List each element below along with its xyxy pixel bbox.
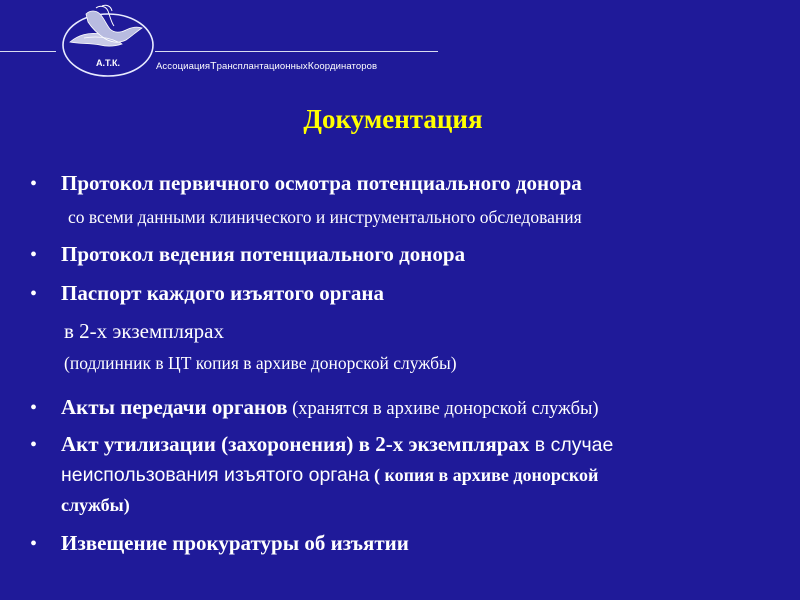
assoc-name-part-4: К [307, 60, 315, 72]
assoc-name-part-3: рансплантационных [216, 61, 308, 72]
hands-logo-icon [56, 2, 160, 78]
logo-abbr: А.Т.К. [96, 58, 120, 68]
list-item-2 [61, 242, 465, 267]
item-5-line-2-bold: ( копия в архиве донорской [369, 465, 599, 485]
assoc-name-part-5: оординаторов [314, 61, 378, 72]
assoc-name-part-2: Т [210, 60, 217, 72]
assoc-name-part-1: Ассоциация [156, 61, 211, 72]
item-3-detail-2: (подлинник в ЦТ копия в архиве донорской службы) [64, 353, 457, 373]
item-5-note: в случае [529, 434, 614, 456]
bullet-3: • [30, 283, 38, 305]
item-3-detail-1: в 2-х экземплярах [64, 319, 224, 343]
list-item-3 [61, 281, 384, 306]
bullet-2: • [30, 244, 38, 266]
list-item-4 [61, 395, 599, 420]
page-title: Документация [303, 104, 483, 134]
list-item-6 [61, 531, 409, 556]
item-4-note: (хранятся в архиве донорской службы) [287, 399, 599, 419]
item-2-title: Протокол ведения потенциального донора [61, 242, 466, 266]
header-divider-left [0, 51, 56, 52]
item-5-line-2-text: неиспользования изъятого органа [61, 464, 370, 486]
item-4-title: Акты передачи органов [61, 395, 288, 419]
item-5-line-3-bold: службы) [61, 495, 130, 515]
item-5-line-3 [61, 495, 130, 516]
item-1-detail: со всеми данными клинического и инструментального обследования [68, 207, 582, 227]
list-item-1 [61, 171, 582, 196]
header-divider-right [155, 51, 438, 52]
list-item-5 [61, 432, 613, 457]
item-1-title: Протокол первичного осмотра потенциального донора [61, 171, 582, 195]
item-5-line-2 [61, 464, 598, 487]
bullet-5: • [30, 434, 38, 456]
association-name [156, 60, 377, 72]
atk-logo [56, 2, 160, 78]
item-5-title: Акт утилизации (захоронения) в 2-х экземплярах [61, 432, 530, 456]
bullet-6: • [30, 533, 38, 555]
bullet-1: • [30, 173, 38, 195]
bullet-4: • [30, 397, 38, 419]
item-3-title: Паспорт каждого изъятого органа [61, 281, 385, 305]
item-6-title: Извещение прокуратуры об изъятии [61, 531, 409, 555]
